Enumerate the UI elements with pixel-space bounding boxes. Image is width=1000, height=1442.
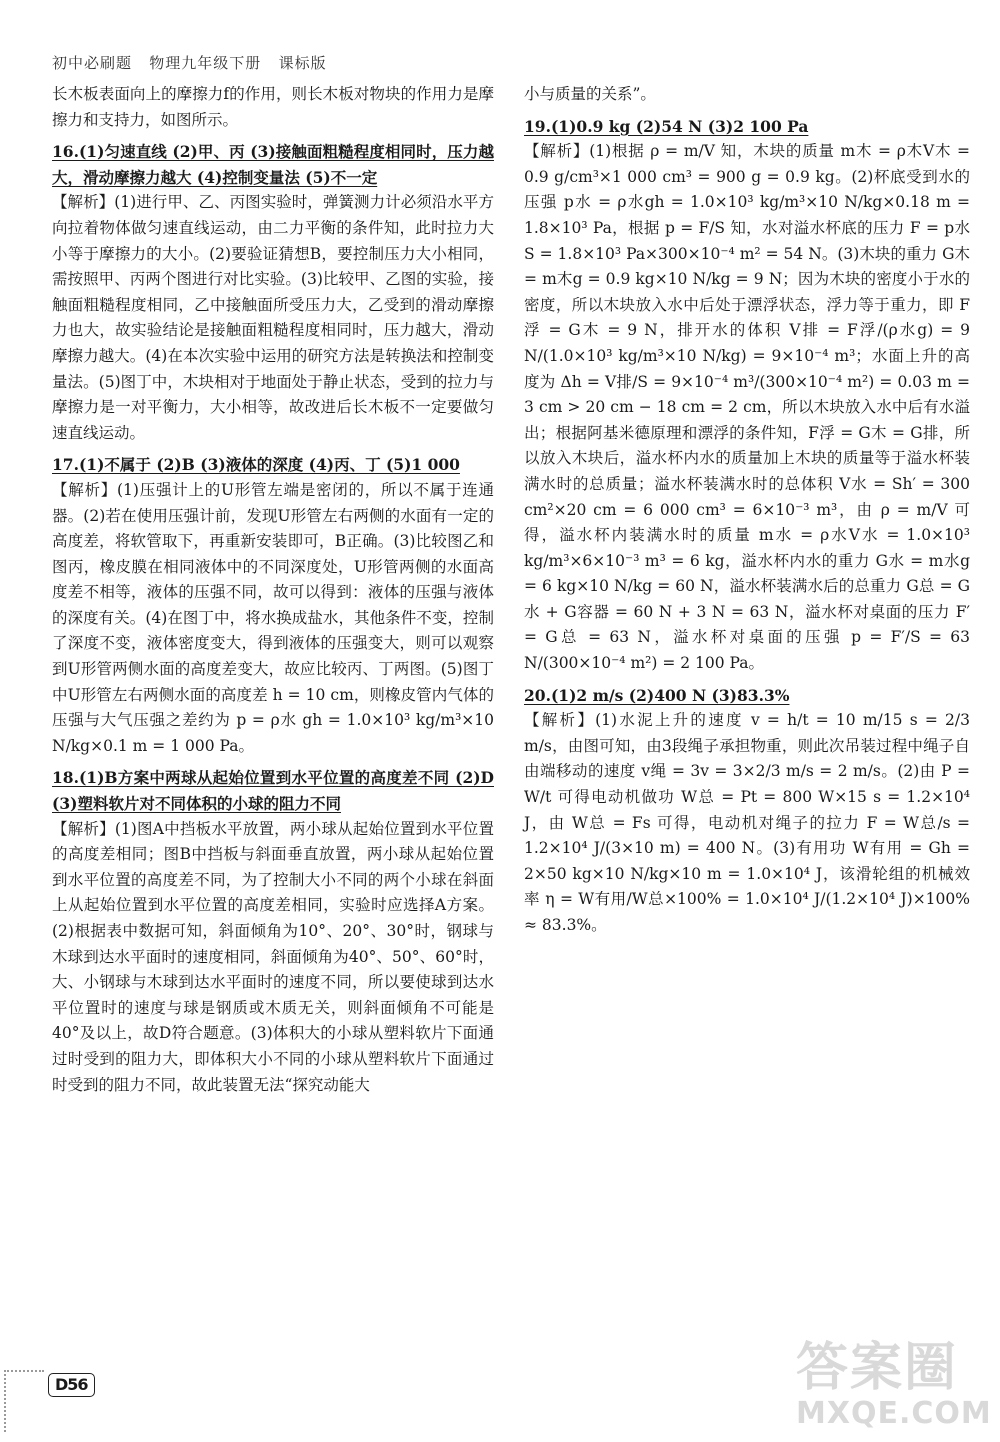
answer-19: 19.(1)0.9 kg (2)54 N (3)2 100 Pa: [524, 116, 809, 136]
analysis-16: 【解析】(1)进行甲、乙、丙图实验时，弹簧测力计必须沿水平方向拉着物体做匀速直线运动，由二力平衡的条件知，此时拉力大小等于摩擦力的大小。(2)要验证猜想B，要控制压力大小相同，需按照甲、丙两个图进行对比实验。(3)比较甲、乙图的实验，接触面粗糙程度相同，乙中接触面所受压力大，乙受到的滑动摩擦力也大，故实验结论是接触面粗糙程度相同时，压力越大，滑动摩擦力越大。(4)在本次实验中运用的研究方法是转换法和控制变量法。(5)图丁中，木块相对于地面处于静止状态，受到的拉力与摩擦力是一对平衡力，大小相等，故改进后长木板不一定要做匀速直线运动。: [52, 193, 494, 442]
page-header: 初中必刷题 物理九年级下册 课标版: [52, 54, 327, 72]
corner-dots-decoration: [4, 1370, 44, 1432]
page-number: D56: [48, 1373, 95, 1397]
watermark-url: MXQE.COM: [796, 1396, 992, 1431]
analysis-19: 【解析】(1)根据 ρ = m/V 知，木块的质量 m木 = ρ木V木 = 0.9 g/cm³×1 000 cm³ = 900 g = 0.9 kg。(2)杯底受到水的压强 p水 = ρ水gh = 1.0×10³ kg/m³×10 N/kg×0.18 m = 1.8×10³ Pa，根据 p = F/S 知，水对溢水杯底的压力 F = p水S = 1.8×10³ Pa×300×10⁻⁴ m² = 54 N。(3)木块的重力 G木 = m木g = 0.9 kg×10 N/kg = 9 N；因为木块的密度小于水的密度，所以木块放入水中后处于漂浮状态，浮力等于重力，即 F浮 = G木 = 9 N，排开水的体积 V排 = F浮/(ρ水g) = 9 N/(1.0×10³ kg/m³×10 N/kg) = 9×10⁻⁴ m³；水面上升的高度为 Δh = V排/S = 9×10⁻⁴ m³/(300×10⁻⁴ m²) = 0.03 m = 3 cm > 20 cm − 18 cm = 2 cm，所以木块放入水中后有水溢出；根据阿基米德原理和漂浮的条件知，F浮 = G木 = G排，所以放入木块后，溢水杯内水的质量加上木块的质量等于溢水杯装满水时的总质量；溢水杯装满水时的总体积 V水 = Sh′ = 300 cm²×20 cm = 6 000 cm³ = 6×10⁻³ m³，由 ρ = m/V 可得，溢水杯内装满水时的质量 m水 = ρ水V水 = 1.0×10³ kg/m³×6×10⁻³ m³ = 6 kg，溢水杯内水的重力 G水 = m水g = 6 kg×10 N/kg = 60 N，溢水杯装满水后的总重力 G总 = G水 + G容器 = 60 N + 3 N = 63 N，溢水杯对桌面的压力 F′ = G总 = 63 N，溢水杯对桌面的压强 p = F′/S = 63 N/(300×10⁻⁴ m²) = 2 100 Pa。: [524, 142, 970, 673]
analysis-17: 【解析】(1)压强计上的U形管左端是密闭的，所以不属于连通器。(2)若在使用压强计前，发现U形管左右两侧的水面有一定的高度差，将软管取下，再重新安装即可，B正确。(3)比较图乙和图丙，橡皮膜在相同液体中的不同深度处，U形管两侧的水面高度差不相等，液体的压强不同，故可以得到：液体的压强与液体的深度有关。(4)在图丁中，将水换成盐水，其他条件不变，控制了深度不变，液体密度变大，得到液体的压强变大，则可以观察到U形管两侧水面的高度差变大，故应比较丙、丁两图。(5)图丁中U形管左右两侧水面的高度差 h = 10 cm，则橡皮管内气体的压强与大气压强之差约为 p = ρ水 gh = 1.0×10³ kg/m³×10 N/kg×0.1 m = 1 000 Pa。: [52, 480, 494, 755]
left-column: [52, 82, 494, 1098]
continuation-text-right: 小与质量的关系”。: [524, 85, 656, 103]
watermark: [796, 1338, 992, 1436]
right-column: [524, 82, 970, 939]
continuation-text: 长木板表面向上的摩擦力f的作用，则长木板对物块的作用力是摩擦力和支持力，如图所示。: [52, 85, 494, 129]
watermark-logo: 答案圈: [796, 1338, 959, 1398]
analysis-18: 【解析】(1)图A中挡板水平放置，两小球从起始位置到水平位置的高度差相同；图B中挡板与斜面垂直放置，两小球从起始位置到水平位置的高度差不同，为了控制大小不同的两个小球在斜面上从起始位置到水平位置的高度差相同，实验时应选择A方案。(2)根据表中数据可知，斜面倾角为10°、20°、30°时，钢球与木球到达水平面时的速度相同，斜面倾角为40°、50°、60°时，大、小钢球与木球到达水平面时的速度不同，所以要使球到达水平位置时的速度与球是钢质或木质无关，则斜面倾角不可能是40°及以上，故D符合题意。(3)体积大的小球从塑料软片下面通过时受到的阻力大，即体积大小不同的小球从塑料软片下面通过时受到的阻力不同，故此装置无法“探究动能大: [52, 819, 494, 1094]
analysis-20: 【解析】(1)水泥上升的速度 v = h/t = 10 m/15 s = 2/3 m/s，由图可知，由3段绳子承担物重，则此次吊装过程中绳子自由端移动的速度 v绳 = 3v = 3×2/3 m/s = 2 m/s。(2)由 P = W/t 可得电动机做功 W总 = Pt = 800 W×15 s = 1.2×10⁴ J，由 W总 = Fs 可得，电动机对绳子的拉力 F = W总/s = 1.2×10⁴ J/(3×10 m) = 400 N。(3)有用功 W有用 = Gh = 2×50 kg×10 N/kg×10 m = 1.0×10⁴ J，该滑轮组的机械效率 η = W有用/W总×100% = 1.0×10⁴ J/(1.2×10⁴ J)×100% ≈ 83.3%。: [524, 711, 970, 934]
answer-17: 17.(1)不属于 (2)B (3)液体的深度 (4)丙、丁 (5)1 000: [52, 455, 460, 475]
answer-20: 20.(1)2 m/s (2)400 N (3)83.3%: [524, 685, 790, 705]
answer-16: 16.(1)匀速直线 (2)甲、丙 (3)接触面粗糙程度相同时，压力越大，滑动摩擦力越大 (4)控制变量法 (5)不一定: [52, 142, 494, 187]
answer-18: 18.(1)B方案中两球从起始位置到水平位置的高度差不同 (2)D (3)塑料软片对不同体积的小球的阻力不同: [52, 768, 494, 814]
